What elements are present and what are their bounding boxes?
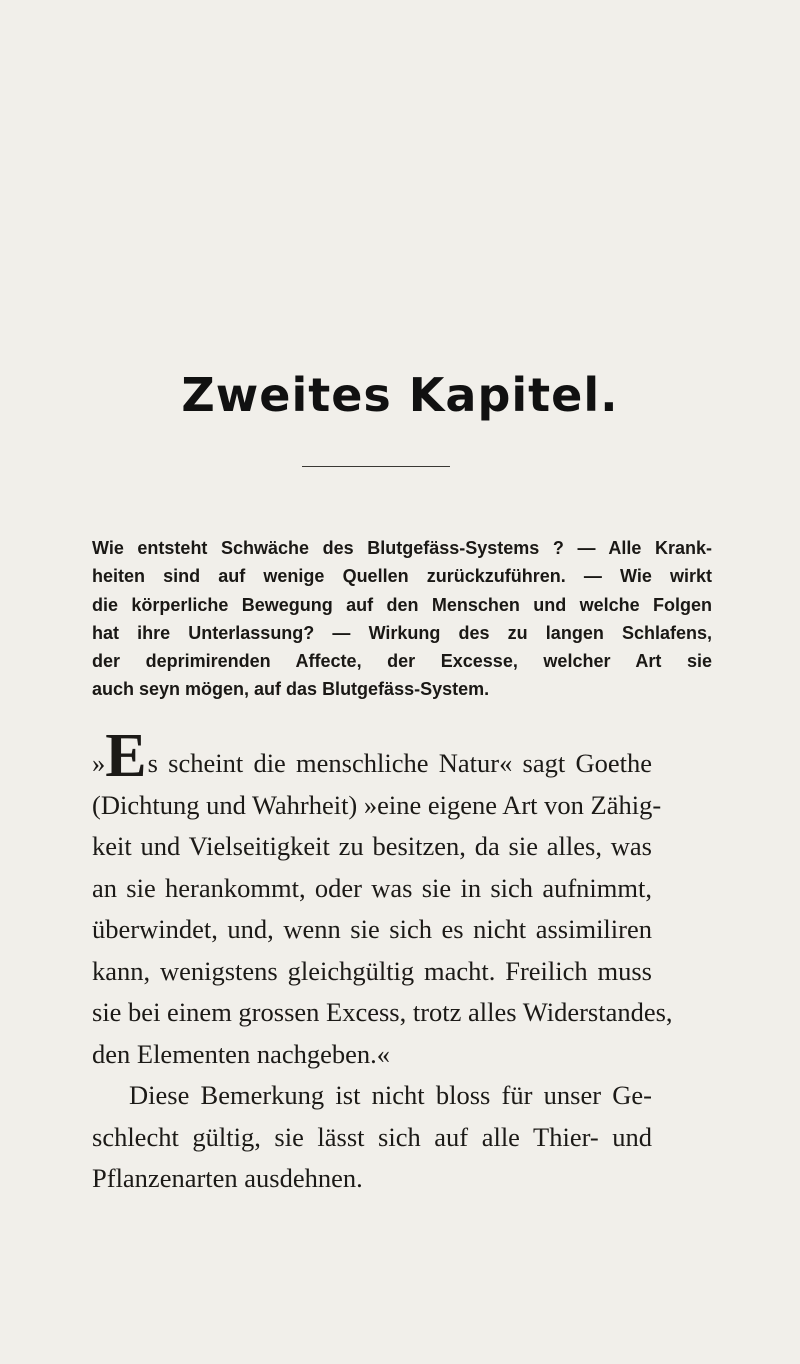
paragraph2-line: Diese Bemerkung ist nicht bloss für unser Ge-	[129, 1080, 652, 1110]
summary-line: die körperliche Bewegung auf den Menschen und welche Folgen	[92, 594, 712, 615]
body-line: kann, wenigstens gleichgültig macht. Freilich muss	[92, 955, 652, 986]
summary-line: Wie entsteht Schwäche des Blutgefäss-Systems ? — Alle Krank-	[92, 538, 712, 558]
body-line: keit und Vielseitigkeit zu besitzen, da sie alles, was	[92, 831, 652, 861]
summary-line: der deprimirenden Affecte, der Excesse, welcher Art sie	[92, 651, 712, 672]
summary-line: auch seyn mögen, auf das Blutgefäss-System.	[92, 679, 490, 700]
paragraph2-line: schlecht gültig, sie lässt sich auf alle Thier- und	[92, 1121, 652, 1152]
chapter-title: Zweites Kapitel.	[181, 368, 619, 422]
first-line	[92, 722, 652, 790]
chapter-summary	[92, 534, 712, 704]
body-line: sie bei einem grossen Excess, trotz alles Widerstandes,	[92, 997, 673, 1027]
body-line: an sie herankommt, oder was sie in sich aufnimmt,	[92, 872, 652, 903]
drop-cap: E	[105, 722, 147, 790]
summary-line: hat ihre Unterlassung? — Wirkung des zu langen Schlafens,	[92, 622, 712, 643]
summary-line: heiten sind auf wenige Quellen zurückzuführen. — Wie wirkt	[92, 566, 712, 587]
body-text	[92, 722, 673, 1200]
paragraph2-line: Pflanzenarten ausdehnen.	[92, 1163, 363, 1193]
body-line: (Dichtung und Wahrheit) »eine eigene Art von Zähig-	[92, 789, 662, 820]
title-divider	[302, 466, 450, 467]
body-line: den Elementen nachgeben.«	[92, 1038, 390, 1069]
opening-quote: »	[92, 748, 106, 778]
body-line: überwindet, und, wenn sie sich es nicht assimiliren	[92, 914, 652, 944]
first-line-text: s scheint die menschliche Natur« sagt Goethe	[147, 748, 652, 778]
